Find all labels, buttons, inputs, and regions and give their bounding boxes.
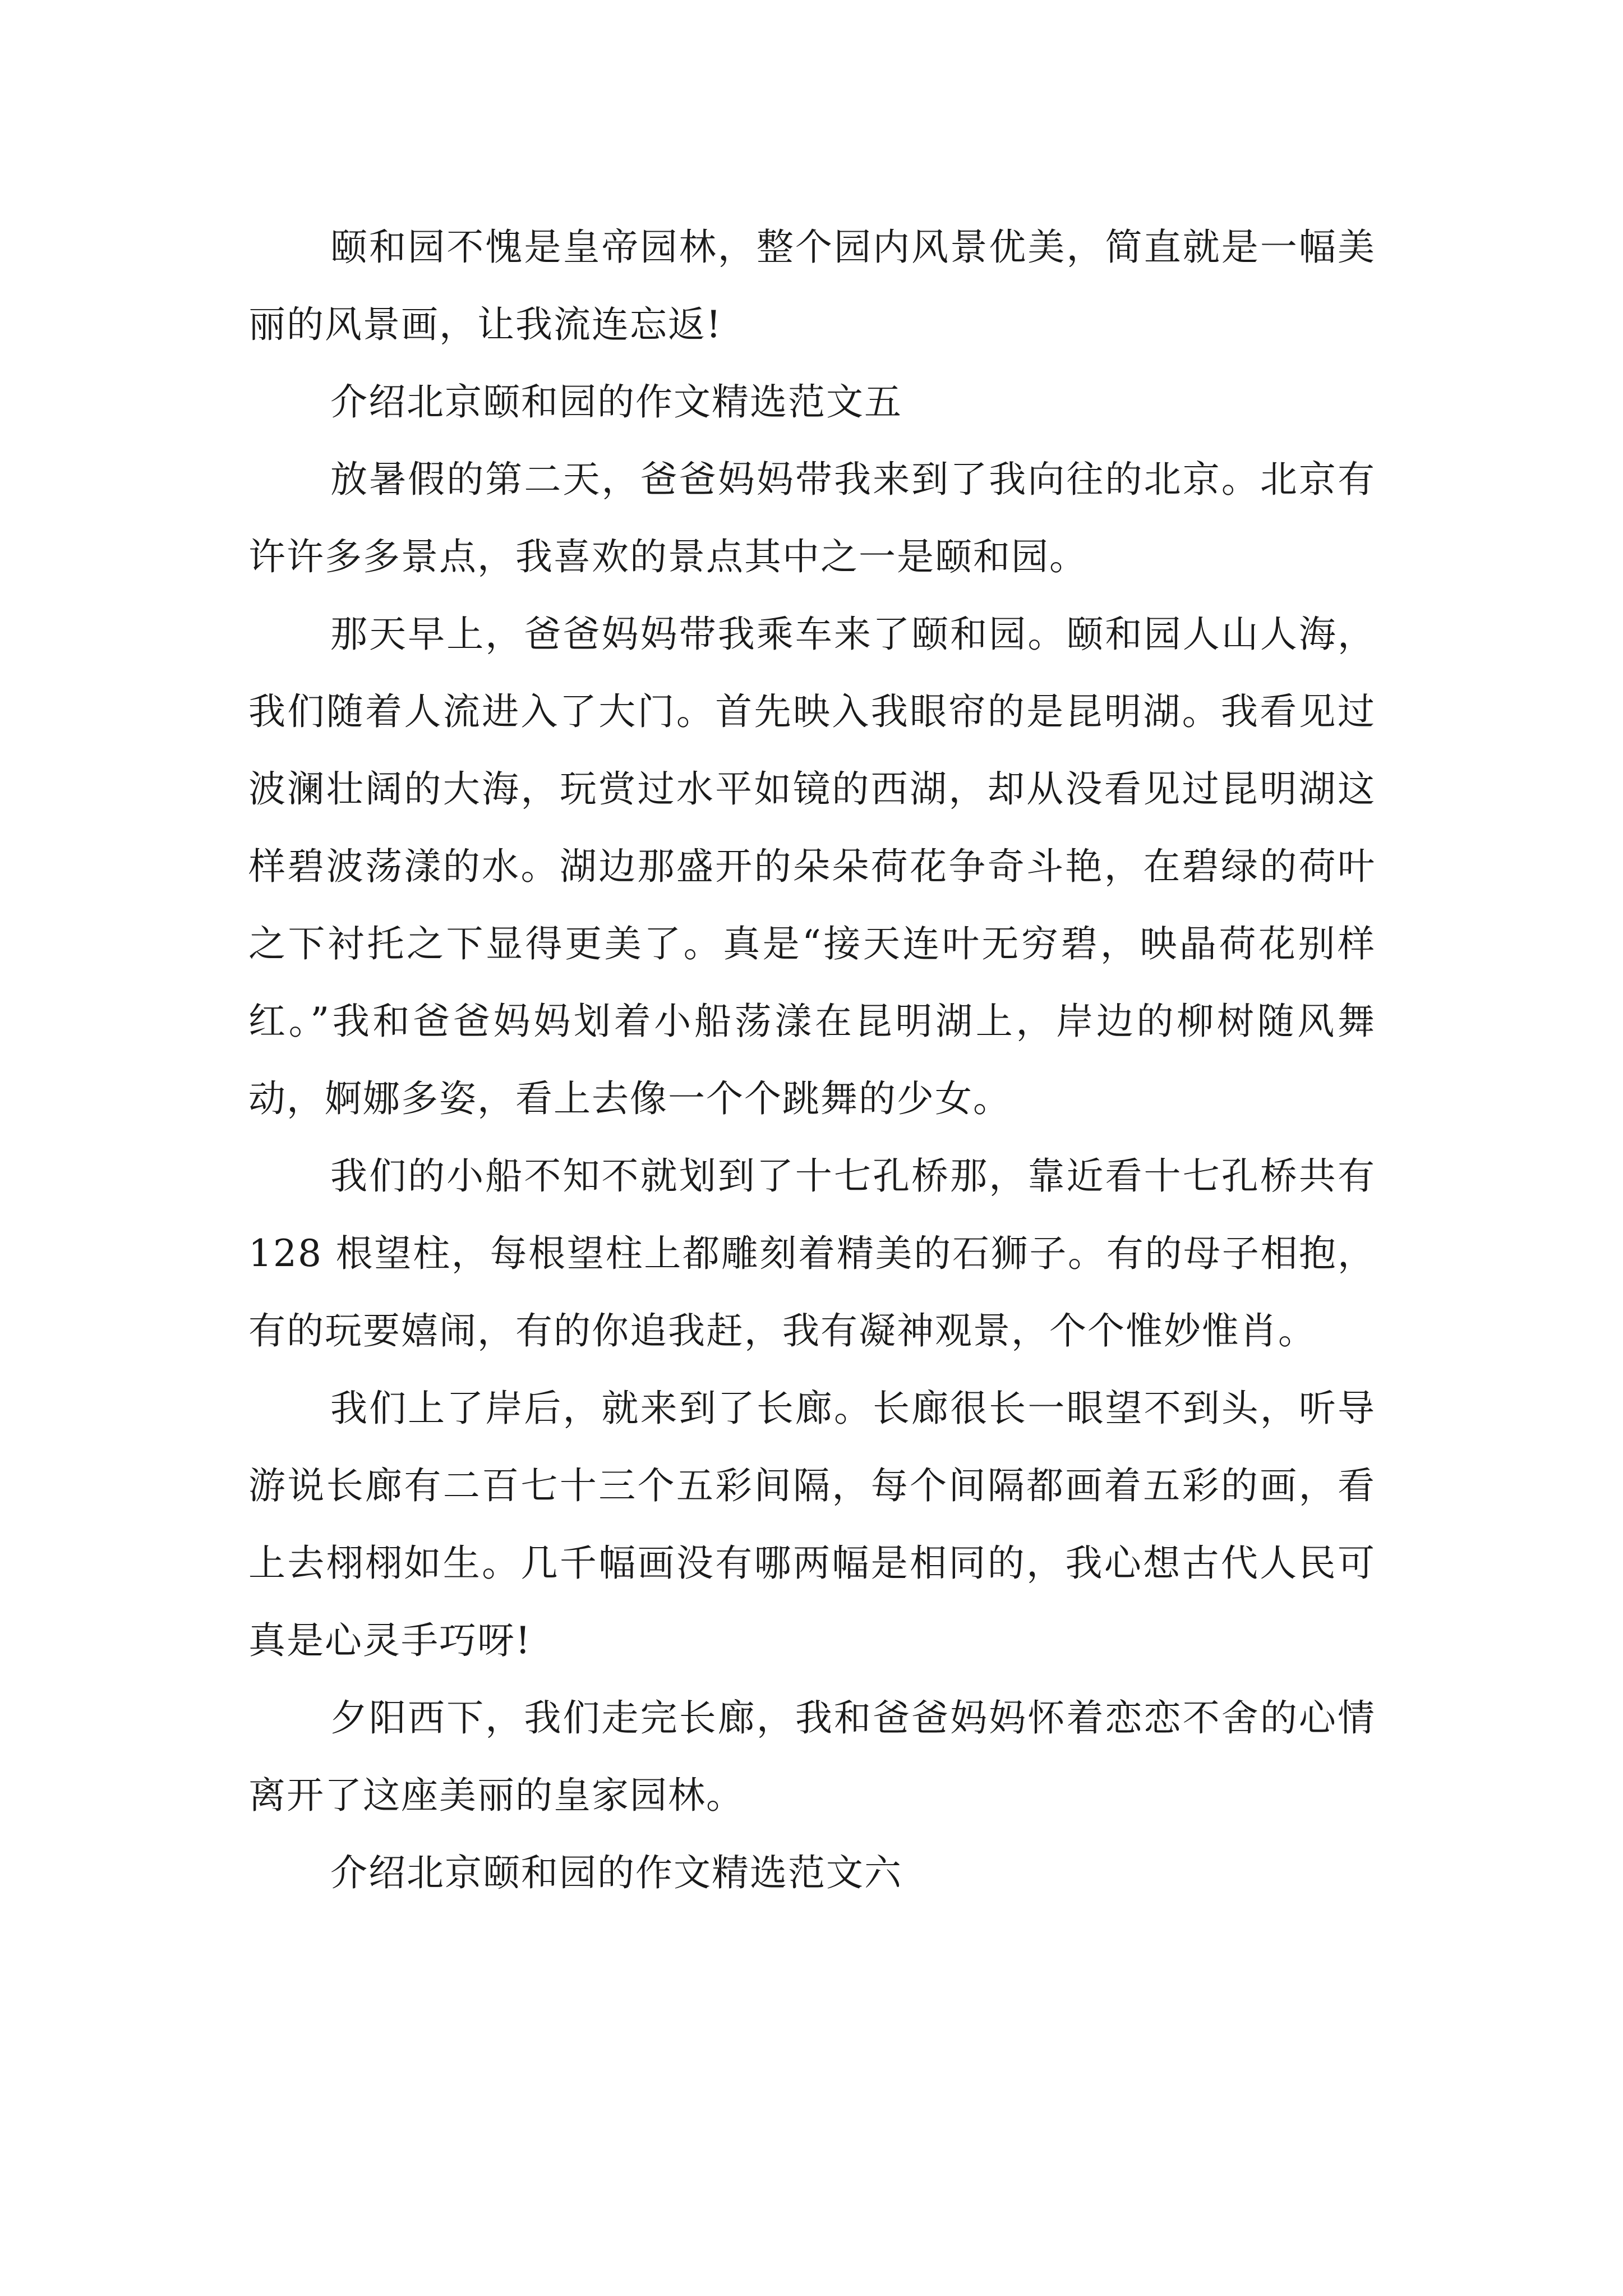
paragraph: 我们上了岸后，就来到了长廊。长廊很长一眼望不到头，听导游说长廊有二百七十三个五彩间隔，每个间隔都画着五彩的画，看上去栩栩如生。几千幅画没有哪两幅是相同的，我心想古代人民可真是心灵手巧呀! bbox=[248, 1387, 1376, 1662]
section-heading: 介绍北京颐和园的作文精选范文五 bbox=[330, 380, 902, 424]
paragraph: 那天早上，爸爸妈妈带我乘车来了颐和园。颐和园人山人海，我们随着人流进入了大门。首先映入我眼帘的是昆明湖。我看见过波澜壮阔的大海，玩赏过水平如镜的西湖，却从没看见过昆明湖这样碧波荡漾的水。湖边那盛开的朵朵荷花争奇斗艳，在碧绿的荷叶之下衬托之下显得更美了。真是“接天连叶无穷碧，映晶荷花别样红。”我和爸爸妈妈划着小船荡漾在昆明湖上，岸边的柳树随风舞动，婀娜多姿，看上去像一个个跳舞的少女。 bbox=[248, 613, 1376, 1120]
paragraph: 放暑假的第二天，爸爸妈妈带我来到了我向往的北京。北京有许许多多景点，我喜欢的景点其中之一是颐和园。 bbox=[248, 458, 1376, 578]
document-body bbox=[248, 209, 1376, 1912]
paragraph: 夕阳西下，我们走完长廊，我和爸爸妈妈怀着恋恋不舍的心情离开了这座美丽的皇家园林。 bbox=[248, 1696, 1376, 1817]
paragraph: 我们的小船不知不就划到了十七孔桥那，靠近看十七孔桥共有 128 根望柱，每根望柱上都雕刻着精美的石狮子。有的母子相抱，有的玩要嬉闹，有的你追我赶，我有凝神观景，个个惟妙惟肖。 bbox=[248, 1154, 1376, 1352]
section-heading: 介绍北京颐和园的作文精选范文六 bbox=[330, 1851, 902, 1894]
paragraph: 颐和园不愧是皇帝园林，整个园内风景优美，简直就是一幅美丽的风景画，让我流连忘返! bbox=[248, 226, 1376, 346]
